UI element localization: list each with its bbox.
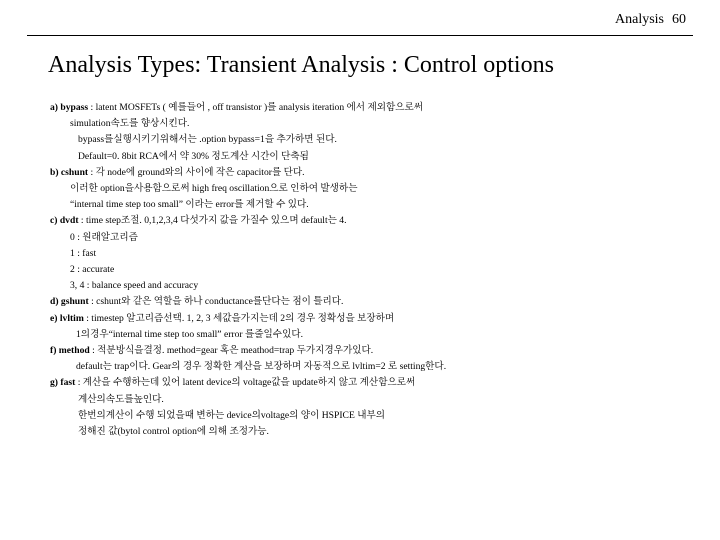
option-gshunt: [50, 294, 690, 310]
option-lvltim: [50, 311, 690, 327]
page-header: [615, 12, 686, 28]
option-description: : latent MOSFETs ( 예를들어 , off transistor )를 analysis iteration 에서 제외함으로써: [88, 102, 424, 113]
option-method: [50, 343, 690, 359]
option-bypass: [50, 100, 690, 116]
option-detail: 0 : 원래알고리즘: [70, 231, 138, 243]
option-detail: default는 trap이다. Gear의 경우 정확한 계산을 보장하며 자동적으로 lvltim=2 로 setting한다.: [76, 361, 447, 373]
option-cshunt: [50, 165, 690, 181]
option-label: f) method: [50, 345, 90, 357]
option-detail: 이러한 option을사용함으로써 high freq oscillation으로 인하여 발생하는: [70, 183, 358, 195]
option-detail: Default=0. 8bit RCA에서 약 30% 정도계산 시간이 단축됨: [78, 150, 309, 162]
option-detail: 1 : fast: [70, 247, 97, 259]
header-section: Analysis: [615, 12, 664, 27]
page-title: Analysis Types: Transient Analysis : Control options: [48, 52, 554, 78]
option-detail: 정해진 값(bytol control option에 의해 조정가능.: [78, 426, 269, 438]
option-detail: simulation속도를 향상시킨다.: [70, 118, 190, 130]
option-detail: 1의경우“internal time step too small” error 를줄일수있다.: [76, 328, 304, 340]
option-fast: [50, 375, 690, 391]
option-label: d) gshunt: [50, 296, 89, 308]
option-label: b) cshunt: [50, 166, 89, 178]
option-detail: 3, 4 : balance speed and accuracy: [70, 280, 199, 292]
option-label: g) fast: [50, 377, 76, 389]
option-detail: “internal time step too small” 이라는 error를 제거할 수 있다.: [70, 199, 309, 211]
option-description: : time step조절. 0,1,2,3,4 다섯가지 값을 가질수 있으며 default는 4.: [78, 215, 347, 227]
option-description: : 각 node에 ground와의 사이에 작은 capacitor를 단다.: [88, 166, 305, 178]
option-label: a) bypass: [50, 102, 89, 113]
option-detail: bypass를실행시키기위해서는 .option bypass=1을 추가하면 된다.: [78, 134, 337, 146]
option-description: : cshunt와 같은 역할을 하나 conductance를단다는 점이 틀리다.: [88, 296, 344, 308]
option-detail: 계산의속도를높인다.: [78, 393, 164, 405]
option-description: : 적분방식을결정. method=gear 혹은 meathod=trap 두가지경우가있다.: [89, 345, 374, 357]
option-detail: 2 : accurate: [70, 264, 115, 276]
options-list: [50, 100, 690, 440]
option-label: c) dvdt: [50, 215, 79, 227]
page-number: 60: [672, 12, 686, 27]
option-detail: 한번의계산이 수행 되었을때 변하는 device의voltage의 양이 HSPICE 내부의: [78, 409, 385, 421]
option-description: : timestep 알고리즘선택. 1, 2, 3 세값을가지는데 2의 경우 정확성을 보장하며: [83, 312, 395, 324]
option-description: : 계산을 수행하는데 있어 latent device의 voltage값을 update하지 않고 계산함으로써: [75, 377, 416, 389]
option-label: e) lvltim: [50, 312, 84, 324]
option-dvdt: [50, 213, 690, 229]
header-divider: [27, 35, 693, 36]
